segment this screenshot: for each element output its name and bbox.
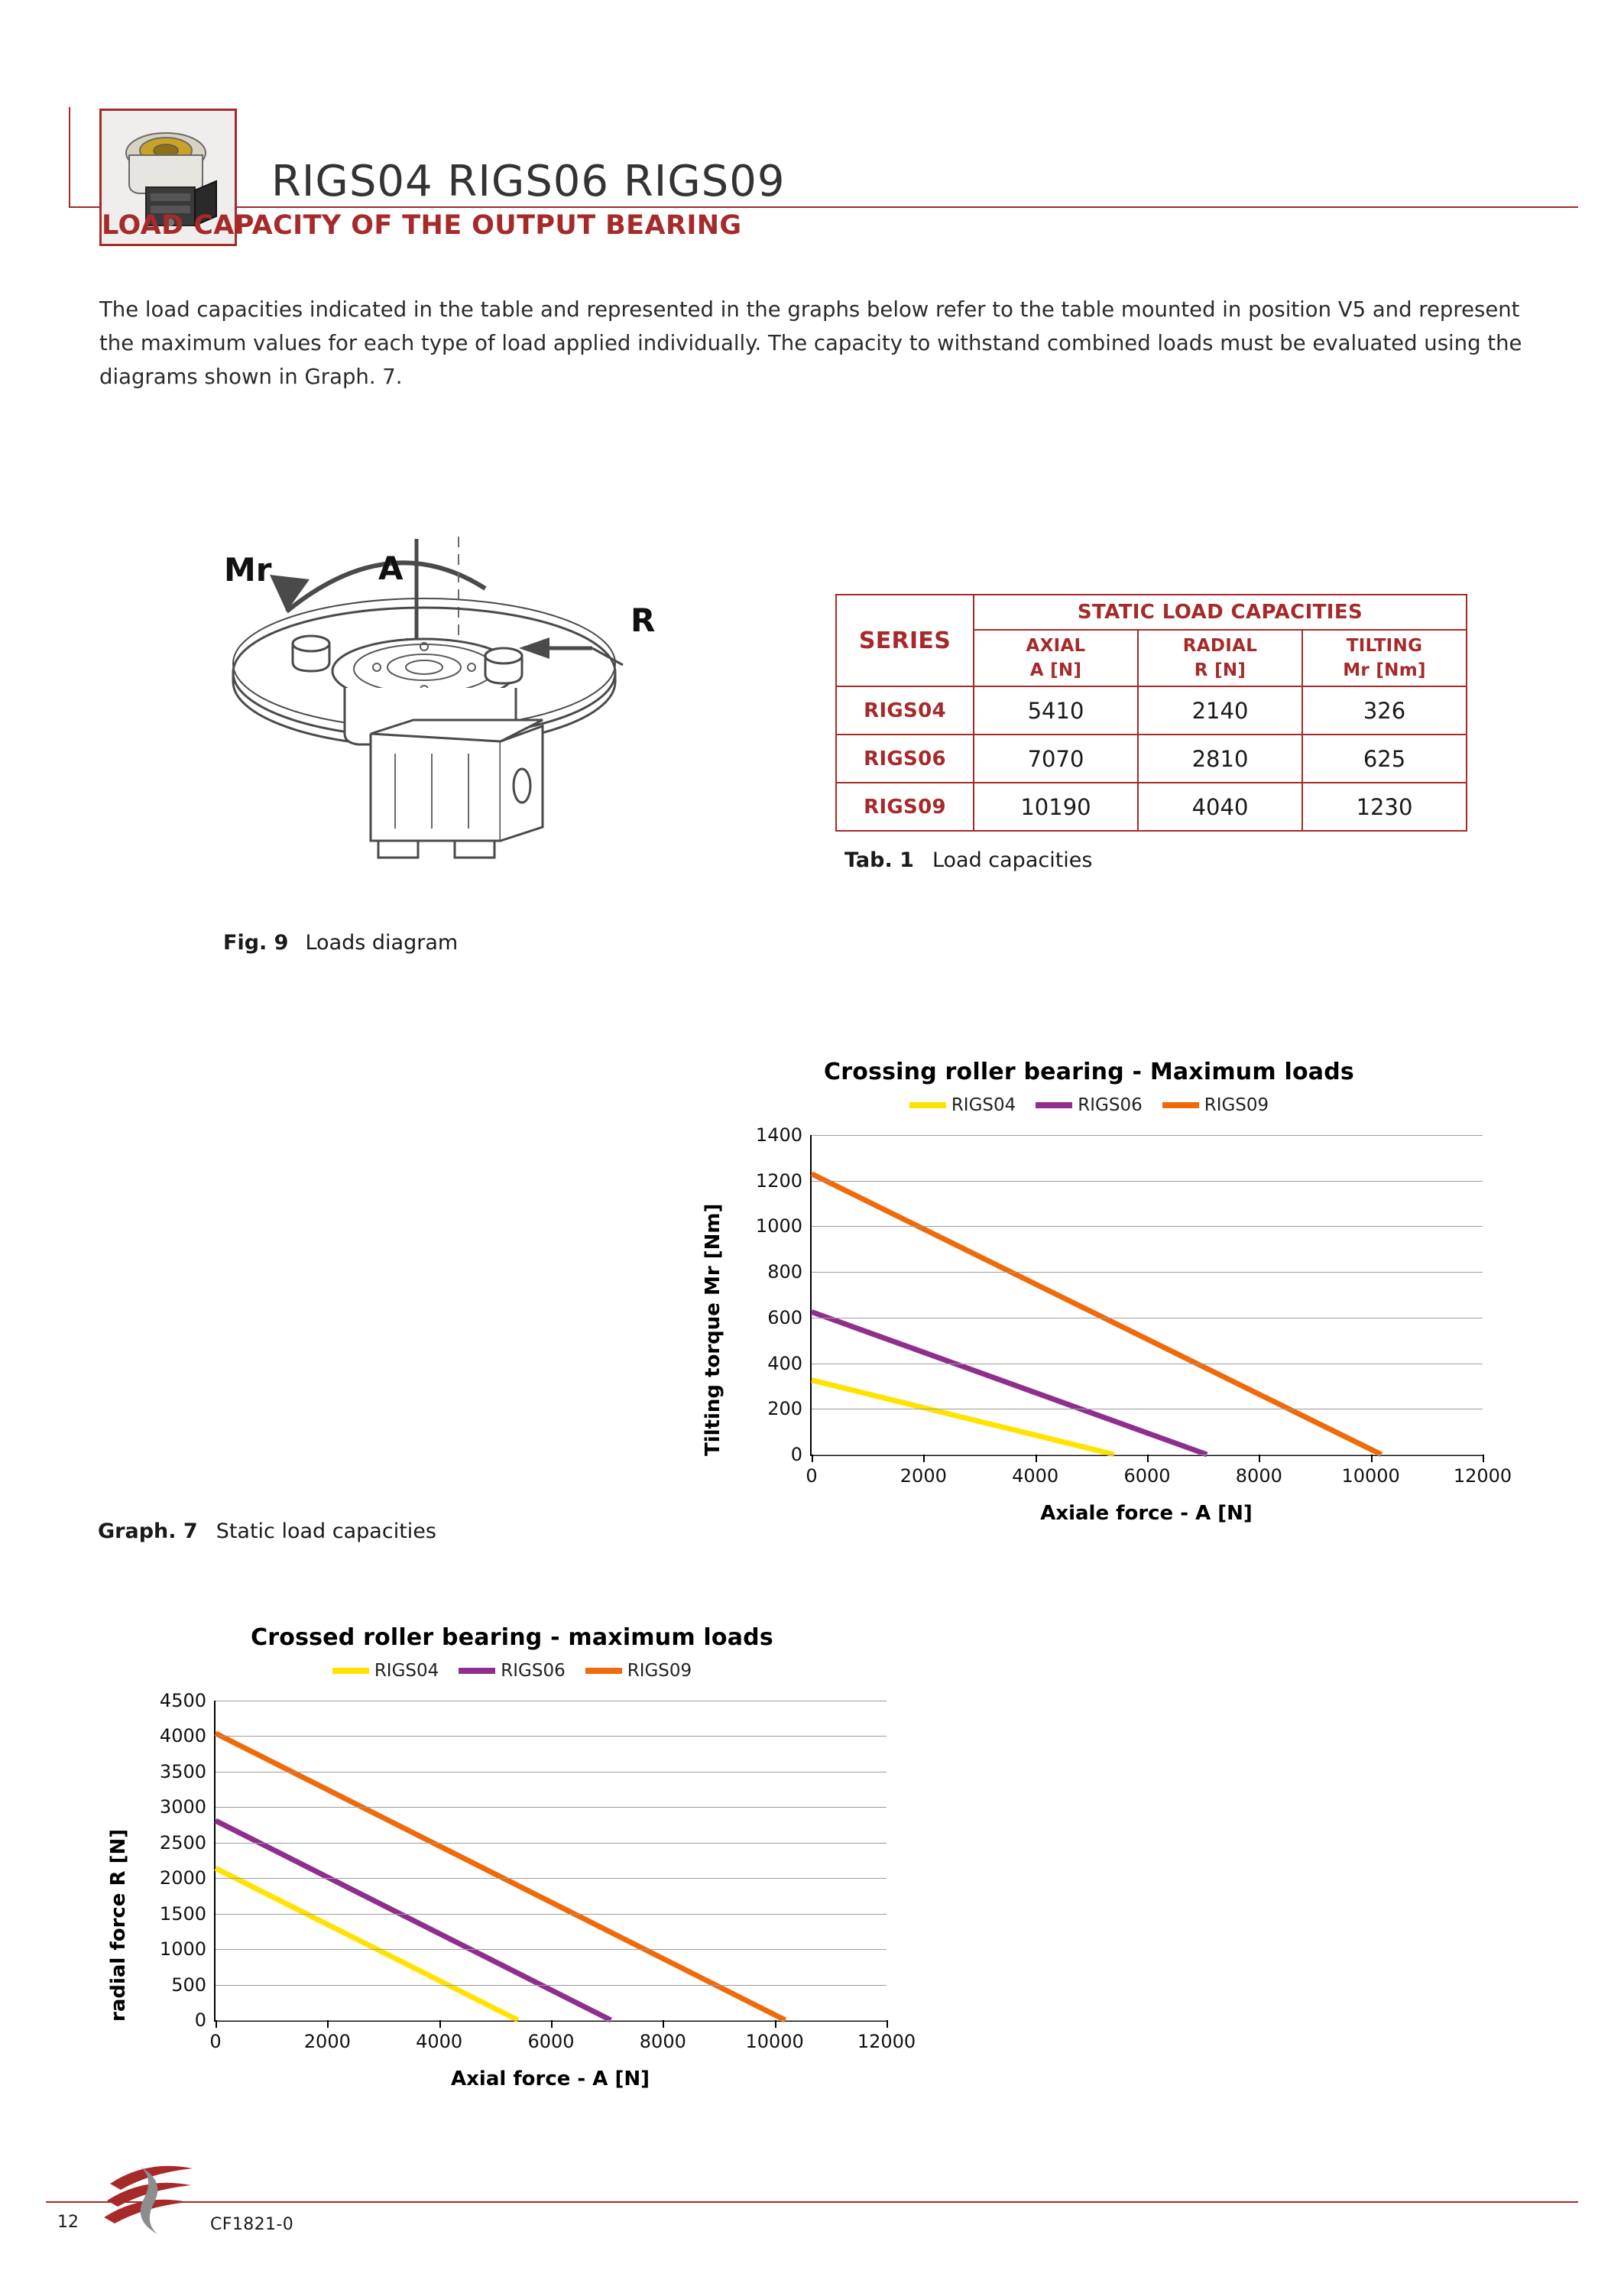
chart-xtick <box>1371 1455 1373 1462</box>
chart-xtick <box>887 2020 888 2028</box>
chart-xtick-label: 10000 <box>1341 1465 1400 1487</box>
table-row <box>836 735 1467 783</box>
chart-ytick-label: 2000 <box>159 1867 206 1889</box>
legend-label-rigs06: RIGS06 <box>501 1661 566 1681</box>
company-logo <box>99 2152 199 2243</box>
chart-xtick <box>1483 1455 1484 1462</box>
legend-swatch-rigs09 <box>1162 1102 1199 1108</box>
chart-ylabel: radial force R [N] <box>107 1828 130 2022</box>
chart-xtick <box>663 2020 664 2028</box>
chart-xtick <box>1036 1455 1037 1462</box>
table-cell-series: RIGS09 <box>836 783 974 831</box>
chart-series-rigs06 <box>216 1821 611 2020</box>
page-header <box>0 54 1624 206</box>
chart-xtick <box>812 1455 813 1462</box>
intro-paragraph: The load capacities indicated in the table and represented in the graphs below refer to the table mounted in position V5 and represent the maximum values for each type of load applied individually. The capacity to withstand combined loads must be evaluated using the diagrams shown in Graph. 7. <box>99 297 1522 389</box>
chart-series-rigs06 <box>812 1312 1207 1455</box>
loads-diagram-figure <box>195 482 806 910</box>
chart-ylabel: Tilting torque Mr [Nm] <box>702 1203 724 1456</box>
footer-rule <box>46 2201 1578 2203</box>
chart-ytick-label: 1400 <box>755 1124 802 1146</box>
table-header-tilting-unit: Mr [Nm] <box>1343 660 1426 680</box>
chart-series-rigs04 <box>216 1868 518 2020</box>
figure-9-caption <box>223 931 458 955</box>
chart-gridline <box>216 1949 887 1950</box>
table-header-radial-name: RADIAL <box>1182 636 1258 656</box>
table-row <box>836 686 1467 735</box>
chart-gridline <box>812 1272 1483 1273</box>
chart-gridline <box>812 1181 1483 1182</box>
page-title: RIGS04 RIGS06 RIGS09 <box>271 157 786 206</box>
table-1-caption-label: Tab. 1 <box>844 848 914 872</box>
chart-ytick-label: 1000 <box>755 1215 802 1237</box>
chart-ytick-label: 4500 <box>159 1690 206 1711</box>
chart-plot-area <box>755 1124 1512 1487</box>
legend-label-rigs06: RIGS06 <box>1078 1095 1143 1115</box>
chart-series-rigs04 <box>812 1380 1114 1455</box>
chart-xtick <box>327 2020 329 2028</box>
legend-swatch-rigs04 <box>332 1668 369 1674</box>
chart-ytick-label: 1000 <box>159 1938 206 1961</box>
chart-title: Crossing roller bearing - Maximum loads <box>824 1059 1354 1085</box>
chart-xtick <box>1147 1455 1149 1462</box>
chart-xtick-label: 6000 <box>1123 1465 1171 1487</box>
graph-7-caption <box>98 1519 436 1543</box>
table-row <box>836 783 1467 831</box>
table-cell-radial: 2810 <box>1138 735 1302 783</box>
legend-swatch-rigs09 <box>585 1668 622 1674</box>
chart-xtick <box>551 2020 553 2028</box>
chart-xtick-label: 0 <box>209 2031 222 2052</box>
table-cell-radial: 2140 <box>1138 686 1302 735</box>
table-cell-tilting: 1230 <box>1302 783 1467 831</box>
chart-xtick-label: 6000 <box>527 2031 575 2052</box>
chart-crossing-roller-bearing <box>673 1059 1512 1532</box>
header-rule <box>69 206 1578 208</box>
chart-gridline <box>216 1914 887 1915</box>
chart-ytick-label: 0 <box>790 1444 802 1465</box>
chart-xtick-label: 2000 <box>900 1465 947 1487</box>
legend-item-rigs06 <box>1036 1095 1142 1115</box>
chart-legend <box>92 1661 932 1681</box>
chart-xlabel: Axiale force - A [N] <box>1040 1502 1253 1525</box>
table-header-axial <box>974 630 1138 686</box>
chart-xtick-label: 2000 <box>303 2031 351 2052</box>
table-cell-radial: 4040 <box>1138 783 1302 831</box>
chart-ytick-label: 200 <box>767 1398 802 1420</box>
chart-xtick <box>1259 1455 1260 1462</box>
svg-text:Mr: Mr <box>224 551 272 589</box>
table-cell-axial: 7070 <box>974 735 1138 783</box>
chart-gridline <box>216 1878 887 1879</box>
legend-item-rigs04 <box>909 1095 1016 1115</box>
table-header-tilting <box>1302 630 1467 686</box>
chart-crossed-roller-bearing <box>92 1624 932 2098</box>
svg-text:A: A <box>378 550 404 587</box>
legend-item-rigs06 <box>459 1661 565 1681</box>
table-header-radial <box>1138 630 1302 686</box>
table-cell-series: RIGS04 <box>836 686 974 735</box>
header-left-rule <box>69 107 70 208</box>
legend-swatch-rigs06 <box>459 1668 495 1674</box>
table-cell-tilting: 625 <box>1302 735 1467 783</box>
chart-xtick-label: 8000 <box>1235 1465 1282 1487</box>
legend-item-rigs09 <box>1162 1095 1269 1115</box>
table-header-radial-unit: R [N] <box>1194 660 1246 680</box>
chart-ytick-label: 3000 <box>159 1796 206 1818</box>
chart-ytick-label: 3500 <box>159 1760 206 1782</box>
chart-gridline <box>216 1985 887 1986</box>
legend-label-rigs09: RIGS09 <box>1204 1095 1269 1115</box>
chart-ytick-label: 400 <box>767 1352 802 1374</box>
chart-series-rigs09 <box>216 1734 786 2020</box>
chart-ytick-label: 500 <box>171 1974 206 1996</box>
page-number: 12 <box>57 2213 79 2232</box>
chart-ytick-label: 600 <box>767 1306 802 1328</box>
table-1-caption-text: Load capacities <box>932 848 1093 872</box>
legend-item-rigs09 <box>585 1661 692 1681</box>
chart-legend <box>673 1095 1506 1115</box>
legend-label-rigs04: RIGS04 <box>951 1095 1016 1115</box>
chart-title: Crossed roller bearing - maximum loads <box>251 1624 773 1651</box>
table-header-series: SERIES <box>836 595 974 686</box>
chart-xlabel: Axial force - A [N] <box>451 2068 650 2090</box>
chart-gridline <box>216 1807 887 1808</box>
chart-xtick-label: 10000 <box>745 2031 804 2052</box>
figure-9-caption-label: Fig. 9 <box>223 931 289 955</box>
table-header-tilting-name: TILTING <box>1346 636 1423 656</box>
chart-xtick <box>216 2020 217 2028</box>
chart-ytick-label: 4000 <box>159 1725 206 1747</box>
table-header-axial-name: AXIAL <box>1026 636 1086 656</box>
figure-9-caption-text: Loads diagram <box>305 931 459 955</box>
table-cell-tilting: 326 <box>1302 686 1467 735</box>
table-header-row-group <box>836 595 1467 630</box>
table-cell-series: RIGS06 <box>836 735 974 783</box>
chart-xtick-label: 8000 <box>639 2031 686 2052</box>
chart-ytick-label: 1200 <box>755 1169 802 1192</box>
chart-xtick-label: 12000 <box>1453 1465 1512 1487</box>
chart-xtick-label: 4000 <box>416 2031 463 2052</box>
chart-xtick <box>775 2020 776 2028</box>
chart-xtick <box>923 1455 925 1462</box>
document-code: CF1821-0 <box>210 2215 294 2234</box>
graph-7-caption-text: Static load capacities <box>216 1519 436 1543</box>
chart-ytick-label: 800 <box>767 1261 802 1283</box>
chart-ytick-label: 0 <box>194 2009 206 2031</box>
chart-xtick <box>439 2020 441 2028</box>
table-cell-axial: 10190 <box>974 783 1138 831</box>
chart-gridline <box>812 1135 1483 1136</box>
graph-7-caption-label: Graph. 7 <box>98 1519 198 1543</box>
section-heading: LOAD CAPACITY OF THE OUTPUT BEARING <box>102 210 742 241</box>
chart-xtick-label: 0 <box>806 1465 818 1487</box>
chart-gridline <box>812 1226 1483 1227</box>
chart-ytick-label: 1500 <box>159 1902 206 1925</box>
table-cell-axial: 5410 <box>974 686 1138 735</box>
chart-ytick-label: 2500 <box>159 1831 206 1854</box>
table-1-caption <box>844 848 1092 872</box>
chart-xtick-label: 12000 <box>857 2031 916 2052</box>
load-capacities-table <box>835 594 1467 832</box>
legend-swatch-rigs04 <box>909 1102 946 1108</box>
chart-plot-area <box>159 1690 916 2052</box>
chart-gridline <box>216 1736 887 1737</box>
svg-text:R: R <box>630 602 656 639</box>
legend-swatch-rigs06 <box>1036 1102 1072 1108</box>
chart-gridline <box>216 1843 887 1844</box>
chart-xtick-label: 4000 <box>1012 1465 1059 1487</box>
legend-label-rigs04: RIGS04 <box>374 1661 439 1681</box>
legend-item-rigs04 <box>332 1661 439 1681</box>
table-header-axial-unit: A [N] <box>1029 660 1082 680</box>
legend-label-rigs09: RIGS09 <box>627 1661 692 1681</box>
table-header-group: STATIC LOAD CAPACITIES <box>974 595 1467 630</box>
